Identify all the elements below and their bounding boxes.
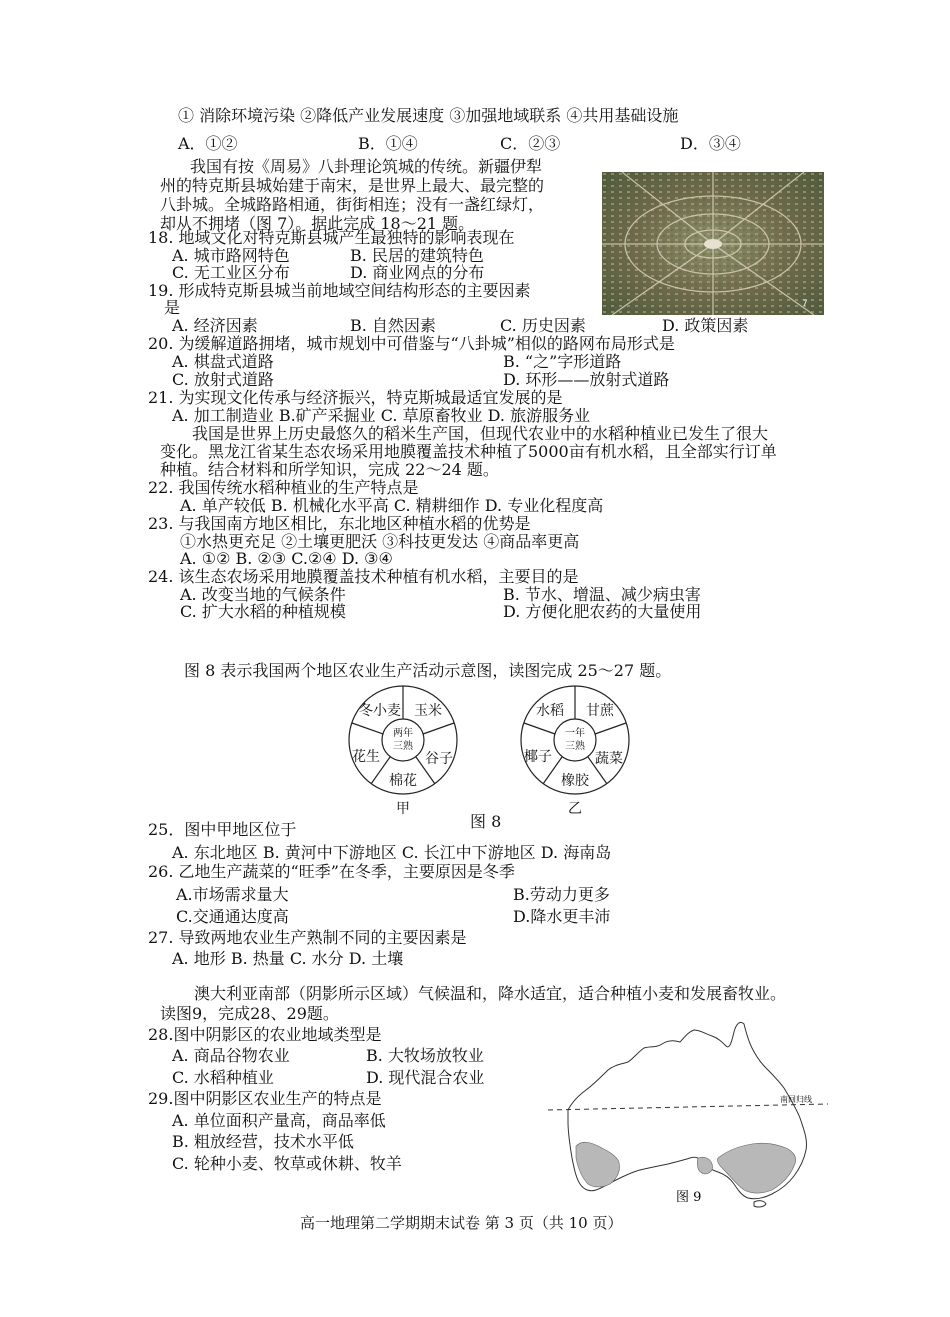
passage1-line: 州的特克斯县城始建于南宋，是世界上最大、最完整的 <box>160 176 545 195</box>
q29-option-b: B. 粗放经营，技术水平低 <box>172 1132 354 1151</box>
fig8-yi-crop: 蔬菜 <box>595 751 623 767</box>
q19-stem: 19. 形成特克斯县城当前地域空间结构形态的主要因素 <box>148 281 531 300</box>
q20-stem: 20. 为缓解道路拥堵，城市规划中可借鉴与“八卦城”相似的路网布局形式是 <box>148 334 675 353</box>
q18-option-a: A. 城市路网特色 <box>172 246 290 265</box>
fig9-tasmania <box>754 1201 766 1207</box>
q18-option-c: C. 无工业区分布 <box>172 263 290 282</box>
figure7-aerial-photo <box>602 172 824 315</box>
q26-option-c: C.交通通达度高 <box>176 907 289 926</box>
q25-stem: 25．图中甲地区位于 <box>148 820 297 839</box>
passage2-line: 我国是世界上历史最悠久的稻米生产国，但现代农业中的水稻种植业已发生了很大 <box>192 424 769 443</box>
passage2-line: 种植。结合材料和所学知识，完成 22～24 题。 <box>160 460 499 479</box>
q26-option-d: D.降水更丰沛 <box>513 907 611 926</box>
fig8-jia-center-1: 两年 <box>393 728 413 739</box>
q25-options: A. 东北地区 B. 黄河中下游地区 C. 长江中下游地区 D. 海南岛 <box>172 843 612 862</box>
q26-stem: 26. 乙地生产蔬菜的“旺季”在冬季，主要原因是冬季 <box>148 862 515 881</box>
fig8-yi-label: 乙 <box>568 801 582 817</box>
q20-option-c: C. 放射式道路 <box>172 370 274 389</box>
q21-stem: 21. 为实现文化传承与经济振兴，特克斯城最适宜发展的是 <box>148 388 563 407</box>
fig8-caption: 图 8 <box>470 812 502 831</box>
q19-option-c: C. 历史因素 <box>500 316 586 335</box>
q23-stem: 23. 与我国南方地区相比，东北地区种植水稻的优势是 <box>148 514 531 533</box>
q18-option-b: B. 民居的建筑特色 <box>350 246 484 265</box>
q23-options: A. ①② B. ②③ C.②④ D. ③④ <box>180 549 393 568</box>
fig8-jia-crop: 花生 <box>352 749 380 765</box>
fig8-intro: 图 8 表示我国两个地区农业生产活动示意图，读图完成 25～27 题。 <box>184 661 672 680</box>
q18-stem: 18. 地域文化对特克斯县城产生最独特的影响表现在 <box>148 228 515 247</box>
q28-option-d: D. 现代混合农业 <box>366 1068 485 1087</box>
fig8-jia-crop: 玉米 <box>414 703 442 719</box>
q18-option-d: D. 商业网点的分布 <box>350 263 485 282</box>
q20-option-d: D. 环形——放射式道路 <box>503 370 670 389</box>
q17-option-d: D．③④ <box>680 134 741 153</box>
q28-stem: 28.图中阴影区的农业地域类型是 <box>148 1025 382 1044</box>
q29-option-a: A. 单位面积产量高，商品率低 <box>172 1111 386 1130</box>
q28-option-a: A. 商品谷物农业 <box>172 1046 290 1065</box>
fig8-jia-crop: 谷子 <box>425 751 453 767</box>
passage2-line: 变化。黑龙江省某生态农场采用地膜覆盖技术种植了5000亩有机水稻，且全部实行订单 <box>160 442 777 461</box>
q20-option-a: A. 棋盘式道路 <box>172 352 274 371</box>
fig8-jia-center-2: 三熟 <box>393 741 413 752</box>
q17-option-b: B．①④ <box>358 134 418 153</box>
fig8-jia-label: 甲 <box>396 801 410 817</box>
q27-stem: 27. 导致两地农业生产熟制不同的主要因素是 <box>148 928 467 947</box>
fig8-yi-crop: 水稻 <box>536 703 564 719</box>
q17-options-line: ① 消除环境污染 ②降低产业发展速度 ③加强地域联系 ④共用基础设施 <box>178 106 679 125</box>
q24-stem: 24. 该生态农场采用地膜覆盖技术种植有机水稻，主要目的是 <box>148 567 579 586</box>
q19-option-b: B. 自然因素 <box>350 316 436 335</box>
q24-option-b: B. 节水、增温、减少病虫害 <box>503 585 701 604</box>
q22-stem: 22. 我国传统水稻种植业的生产特点是 <box>148 478 419 497</box>
fig8-jia-crop: 棉花 <box>389 773 417 789</box>
q19-option-d: D. 政策因素 <box>662 316 749 335</box>
svg-text:7: 7 <box>802 299 808 309</box>
passage1-line: 八卦城。全城路路相通，街街相连；没有一盏红绿灯， <box>160 195 545 214</box>
q26-option-b: B.劳动力更多 <box>513 885 610 904</box>
fig8-jia-crop: 冬小麦 <box>359 703 401 719</box>
fig8-yi-crop: 橡胶 <box>561 773 589 789</box>
fig8-yi-center-2: 三熟 <box>565 741 585 752</box>
q17-option-a: A．①② <box>178 134 238 153</box>
q23-items: ①水热更充足 ②土壤更肥沃 ③科技更发达 ④商品率更高 <box>180 532 580 551</box>
fig9-tropic-label: 南回归线 <box>780 1095 812 1104</box>
fig8-diagram <box>340 682 640 822</box>
q24-option-a: A. 改变当地的气候条件 <box>180 585 346 604</box>
passage1-line: 却从不拥堵（图 7）。据此完成 18～21 题。 <box>160 214 475 233</box>
q19-option-a: A. 经济因素 <box>172 316 258 335</box>
q28-option-c: C. 水稻种植业 <box>172 1068 274 1087</box>
passage3-line: 读图9，完成28、29题。 <box>160 1004 339 1023</box>
page-footer: 高一地理第二学期期末试卷 第 3 页（共 10 页） <box>300 1214 623 1232</box>
fig8-yi-crop: 甘蔗 <box>586 703 614 719</box>
q29-option-c: C. 轮种小麦、牧草或休耕、牧羊 <box>172 1154 402 1173</box>
q29-stem: 29.图中阴影区农业生产的特点是 <box>148 1089 382 1108</box>
q28-option-b: B. 大牧场放牧业 <box>366 1046 484 1065</box>
fig8-yi-crop: 椰子 <box>524 749 552 765</box>
q27-options: A. 地形 B. 热量 C. 水分 D. 土壤 <box>172 949 404 968</box>
q19-stem-cont: 是 <box>164 298 181 317</box>
q24-option-c: C. 扩大水稻的种植规模 <box>180 602 346 621</box>
passage3-line: 澳大利亚南部（阴影所示区域）气候温和，降水适宜，适合种植小麦和发展畜牧业。 <box>194 984 787 1003</box>
q17-option-c: C．②③ <box>500 134 561 153</box>
q24-option-d: D. 方便化肥农药的大量使用 <box>503 602 702 621</box>
fig9-caption: 图 9 <box>676 1190 702 1205</box>
fig8-yi-center-1: 一年 <box>565 728 585 739</box>
q26-option-a: A.市场需求量大 <box>176 885 289 904</box>
q21-options: A. 加工制造业 B.矿产采掘业 C. 草原畜牧业 D. 旅游服务业 <box>172 406 591 425</box>
passage1-line: 我国有按《周易》八卦理论筑城的传统。新疆伊犁 <box>190 157 543 176</box>
fig9-australia-map <box>548 1018 828 1208</box>
q20-option-b: B. “之”字形道路 <box>503 352 622 371</box>
q22-options: A. 单产较低 B. 机械化水平高 C. 精耕细作 D. 专业化程度高 <box>180 496 604 515</box>
